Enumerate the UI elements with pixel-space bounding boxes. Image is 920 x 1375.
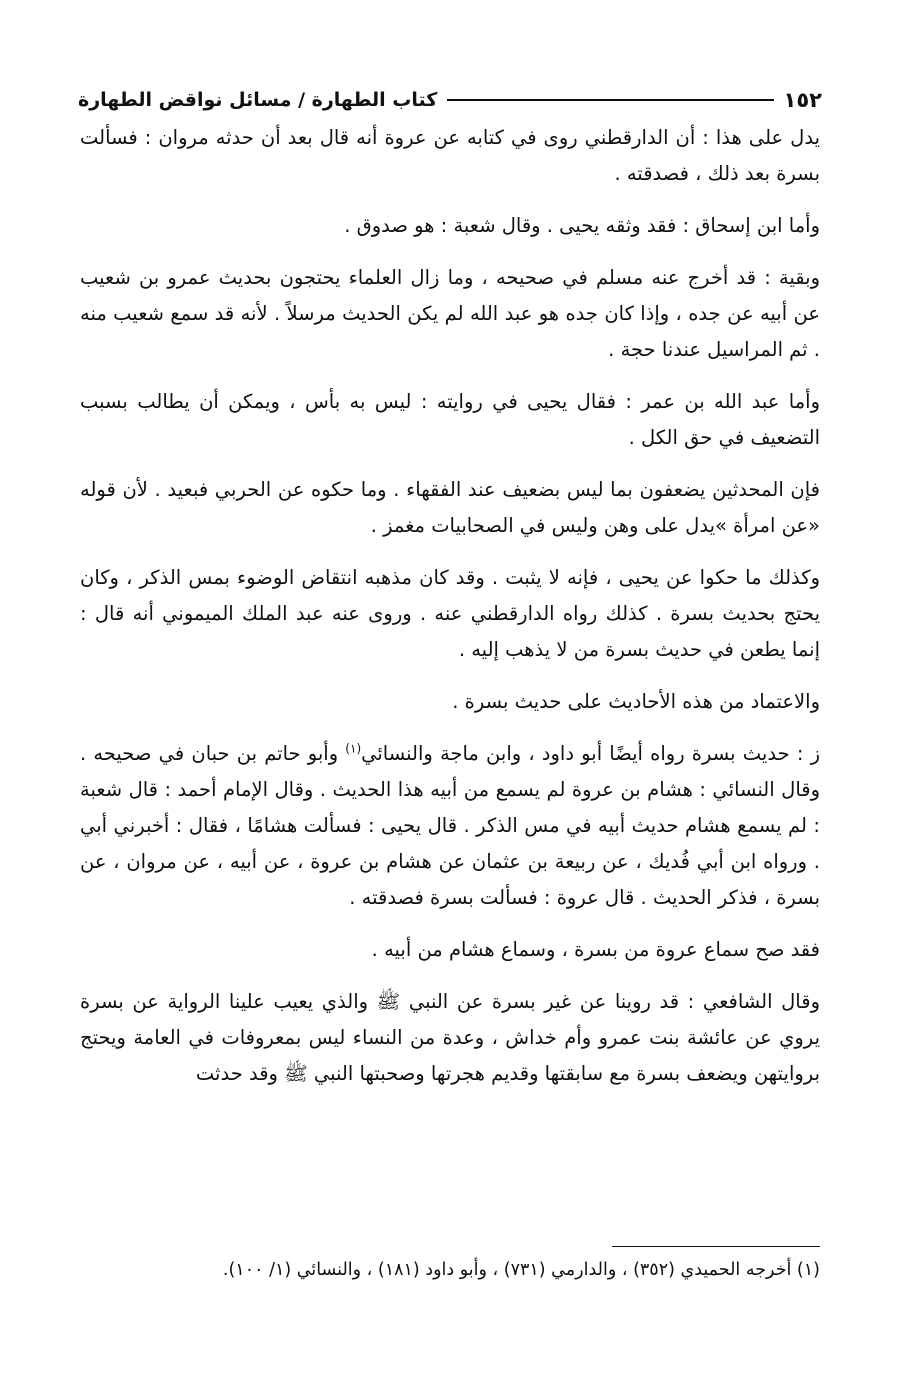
header-rule [447, 99, 773, 101]
footnote-rule [612, 1246, 820, 1247]
note-paragraph-part2: وأبو حاتم بن حبان في صحيحه . وقال النسائي : هشام بن عروة لم يسمع من أبيه هذا الحديث . وقال الإمام أحمد : قال شعبة : لم يسمع هشام حديث أبيه في مس الذكر . قال يحيى : فسألت هشامًا ، فقال : أخبرني أبي . ورواه ابن أبي فُديك ، عن ربيعة بن عثمان عن هشام بن عروة ، عن أبيه ، عن مروان ، عن بسرة ، فذكر الحديث . قال عروة : فسألت بسرة فصدقته . [80, 742, 820, 909]
footnote-reference: (١) [345, 741, 362, 756]
paragraph: والاعتماد من هذه الأحاديث على حديث بسرة . [452, 690, 820, 713]
paragraph: فقد صح سماع عروة من بسرة ، وسماع هشام من أبيه . [371, 938, 820, 961]
paragraph: وبقية : قد أخرج عنه مسلم في صحيحه ، وما زال العلماء يحتجون بحديث عمرو بن شعيب عن أبيه عن جده ، وإذا كان جده هو عبد الله لم يكن الحديث مرسلاً . لأنه قد سمع شعيب منه . ثم المراسيل عندنا حجة . [80, 266, 820, 361]
note-paragraph [80, 736, 820, 916]
main-text [80, 120, 820, 1108]
paragraph: وأما عبد الله بن عمر : فقال يحيى في روايته : ليس به بأس ، ويمكن أن يطالب بسبب التضعيف في حق الكل . [80, 390, 820, 449]
footnote: (١) أخرجه الحميدي (٣٥٢) ، والدارمي (٧٣١) ، وأبو داود (١٨١) ، والنسائي (١/ ١٠٠). [222, 1260, 820, 1280]
page-header [78, 82, 822, 118]
paragraph: وأما ابن إسحاق : فقد وثقه يحيى . وقال شعبة : هو صدوق . [344, 214, 820, 237]
paragraph: فإن المحدثين يضعفون بما ليس بضعيف عند الفقهاء . وما حكوه عن الحربي فبعيد . لأن قوله «عن امرأة »يدل على وهن وليس في الصحابيات مغمز . [80, 478, 820, 537]
paragraph: وقال الشافعي : قد روينا عن غير بسرة عن النبي ﷺ والذي يعيب علينا الرواية عن بسرة يروي عن عائشة بنت عمرو وأم خداش ، وعدة من النساء ليس بمعروفات في العامة ويحتج بروايتهن ويضعف بسرة مع سابقتها وقديم هجرتها وصحبتها النبي ﷺ وقد حدثت [80, 990, 820, 1085]
note-paragraph-part1: ز : حديث بسرة رواه أيضًا أبو داود ، وابن ماجة والنسائي [361, 742, 820, 765]
page-number: ١٥٢ [783, 88, 822, 112]
paragraph: يدل على هذا : أن الدارقطني روى في كتابه عن عروة أنه قال بعد أن حدثه مروان : فسألت بسرة بعد ذلك ، فصدقته . [80, 126, 820, 185]
paragraph: وكذلك ما حكوا عن يحيى ، فإنه لا يثبت . وقد كان مذهبه انتقاض الوضوء بمس الذكر ، وكان يحتج بحديث بسرة . كذلك رواه الدارقطني عنه . وروى عنه عبد الملك الميموني أنه قال : إنما يطعن في حديث بسرة من لا يذهب إليه . [80, 566, 820, 661]
running-title: كتاب الطهارة / مسائل نواقض الطهارة [78, 89, 438, 111]
